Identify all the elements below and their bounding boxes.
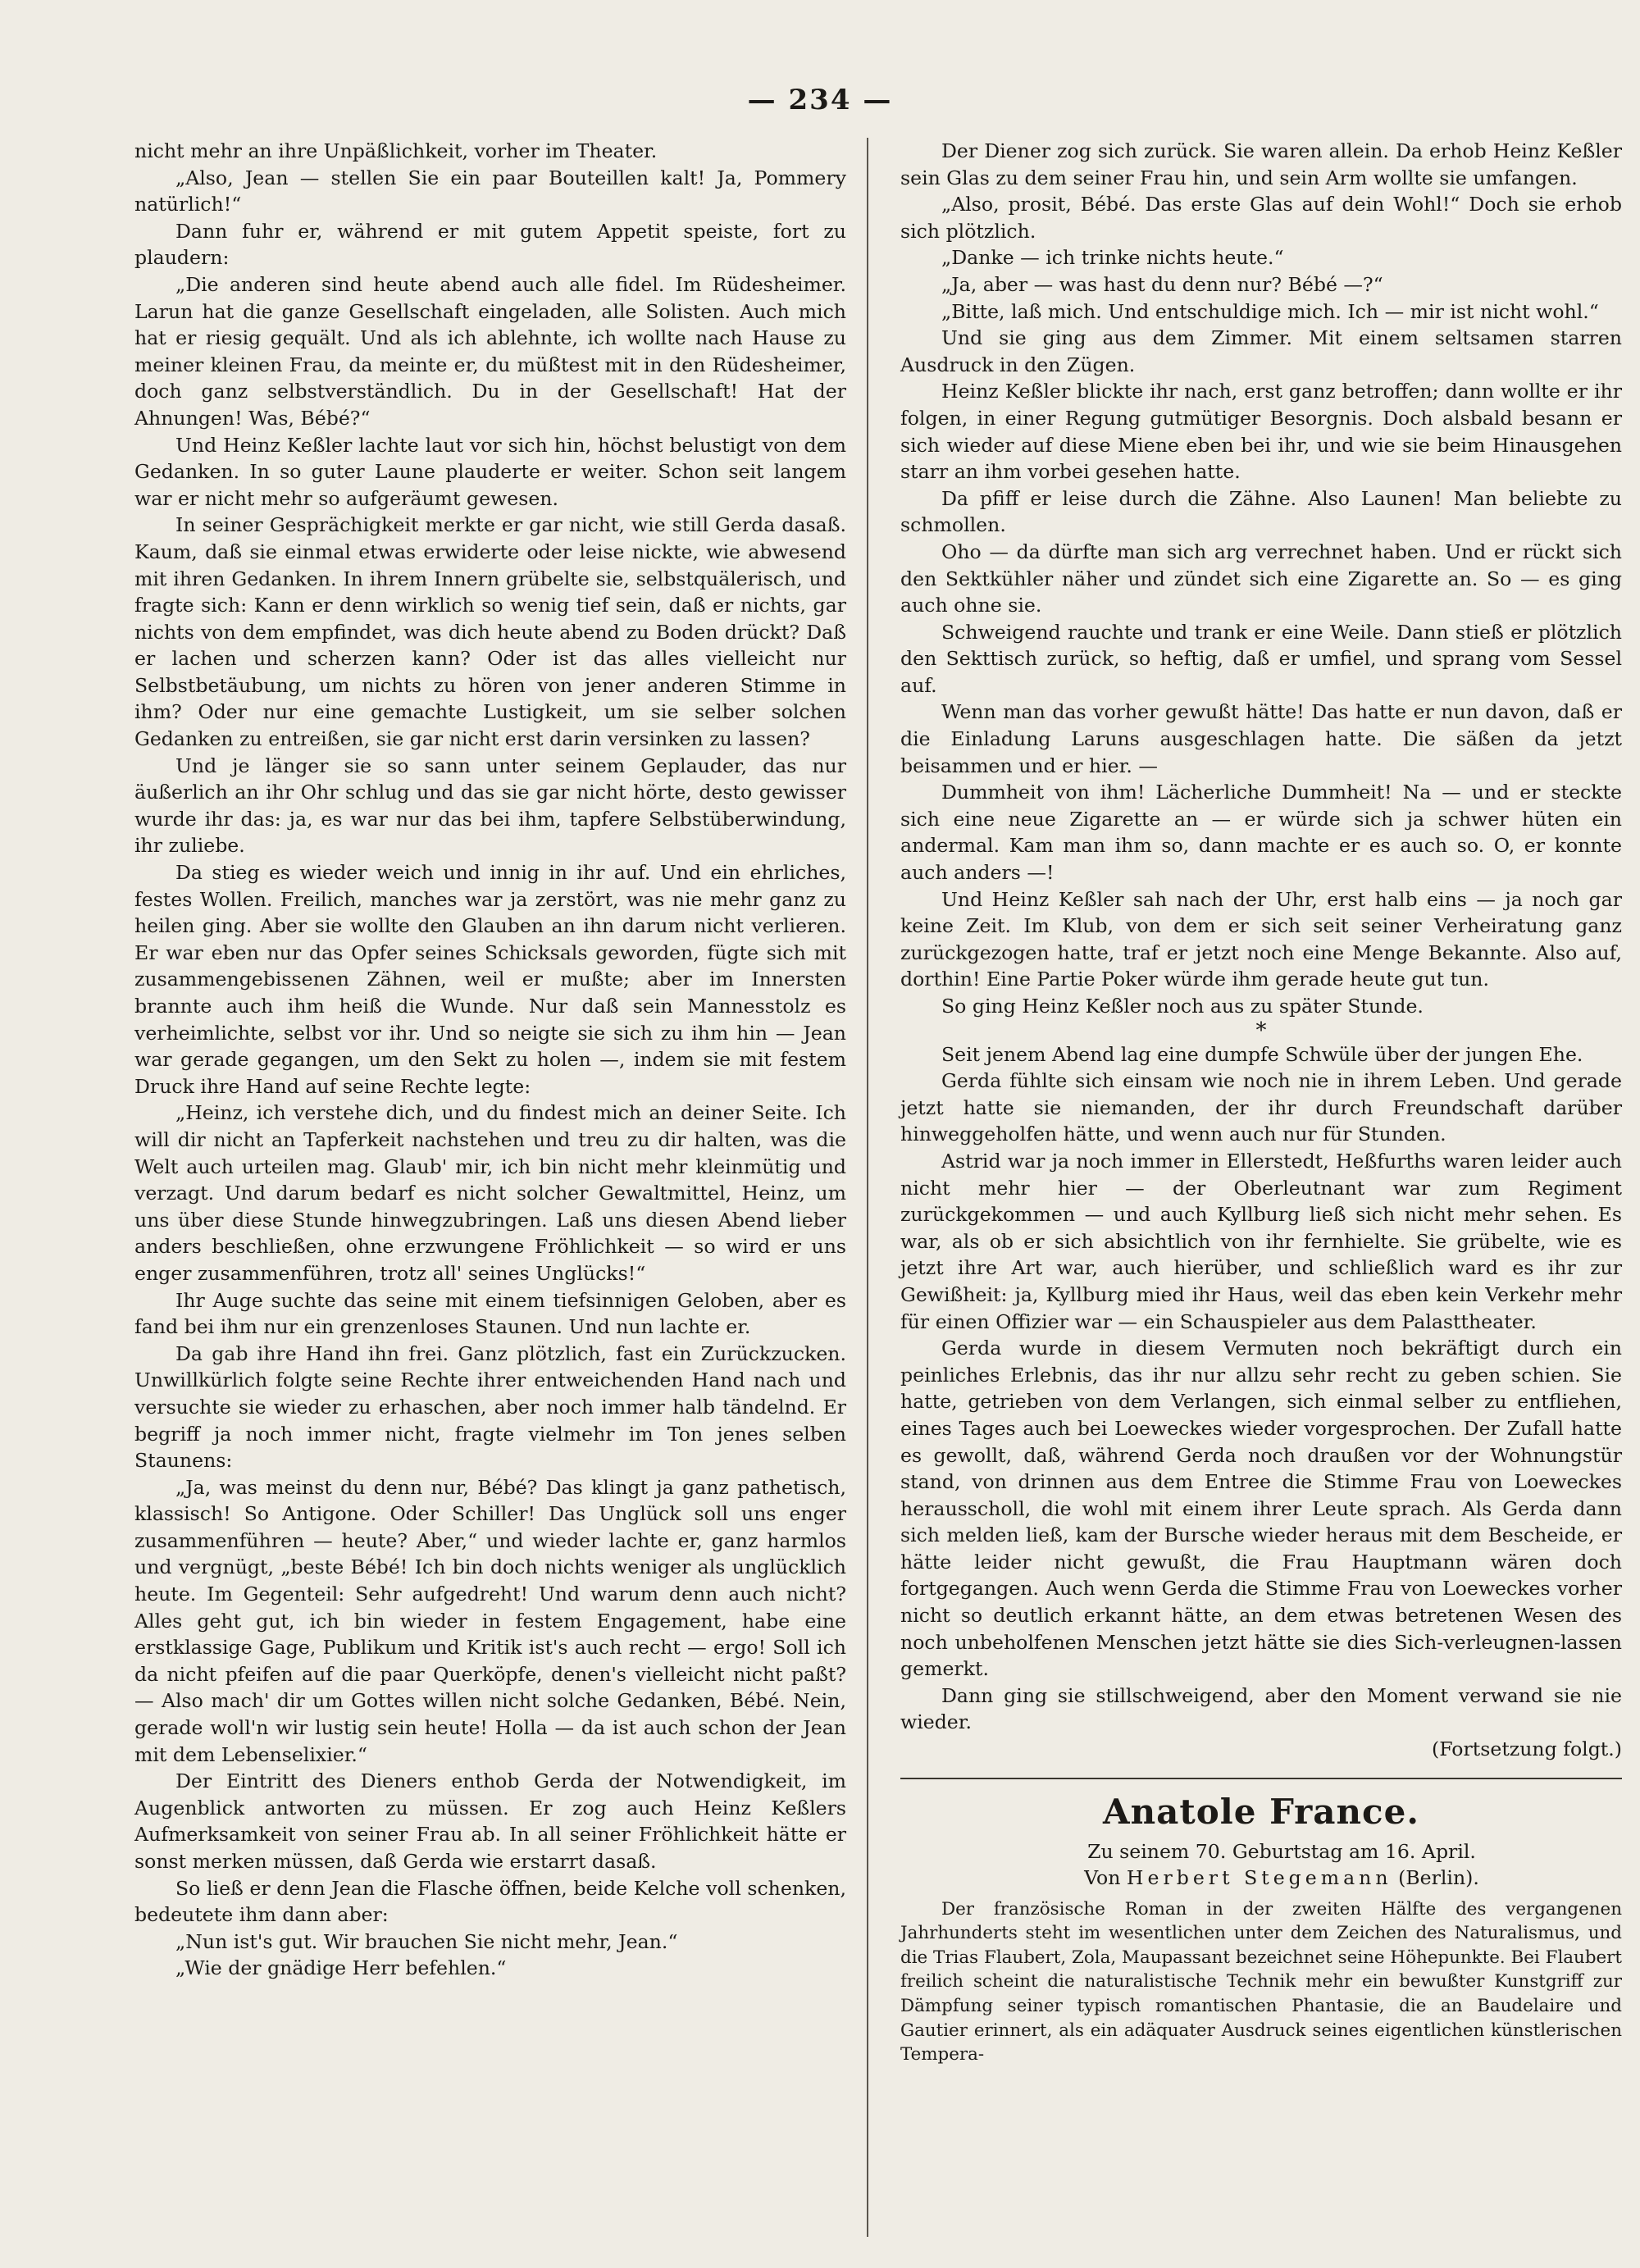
paragraph: Da gab ihre Hand ihn frei. Ganz plötzlich, fast ein Zurückzucken. Unwillkürlich folgte seine Rechte ihrer entweichenden Hand nach und versuchte sie wieder zu erhaschen, aber noch immer halb tändelnd. Er begriff ja noch immer nicht, fragte vielmehr im Ton jenes selben Staunens:: [134, 1341, 846, 1473]
paragraph: Und Heinz Keßler lachte laut vor sich hin, höchst belustigt von dem Gedanken. In so guter Laune plauderte er weiter. Schon seit langem war er nicht mehr so aufgeräumt gewesen.: [134, 433, 846, 510]
paragraph: Seit jenem Abend lag eine dumpfe Schwüle über der jungen Ehe.: [941, 1042, 1583, 1066]
paragraph: „Heinz, ich verstehe dich, und du findest mich an deiner Seite. Ich will dir nicht an Tapferkeit nachstehen und treu zu dir halten, was die Welt auch urteilen mag. Glaub' mir, ich bin nicht mehr kleinmütig und verzagt. Und darum bedarf es nicht solcher Gewaltmittel, Heinz, um uns über diese Stunde hinwegzubringen. Laß uns diesen Abend lieber anders beschließen, ohne erzwungene Fröhlichkeit — so wird er uns enger zusammenführen, trotz all' seines Unglücks!“: [134, 1101, 846, 1285]
paragraph: Gerda fühlte sich einsam wie noch nie in ihrem Leben. Und gerade jetzt hatte sie niemanden, der ihr durch Freundschaft darüber hinweggeholfen hätte, und wenn auch nur für Stunden.: [900, 1069, 1622, 1146]
article-title: Anatole France.: [1103, 1791, 1419, 1832]
paragraph: So ging Heinz Keßler noch aus zu später Stunde.: [941, 995, 1424, 1018]
paragraph: Und Heinz Keßler sah nach der Uhr, erst halb eins — ja noch gar keine Zeit. Im Klub, von dem er sich seit seiner Verheiratung ganz zurückgezogen hatte, traf er jetzt noch eine Menge Bekannte. Also auf, dorthin! Eine Partie Poker würde ihm gerade heute gut tun.: [900, 887, 1622, 991]
paragraph: Der Eintritt des Dieners enthob Gerda der Notwendigkeit, im Augenblick antworten zu müssen. Er zog auch Heinz Keßlers Aufmerksamkeit von seiner Frau ab. In all seiner Fröhlichkeit hätte er sonst merken müssen, daß Gerda wie erstarrt dasaß.: [134, 1769, 846, 1873]
paragraph: Und je länger sie so sann unter seinem Geplauder, das nur äußerlich an ihr Ohr schlug und das sie gar nicht hörte, desto gewisser wurde ihr das: ja, es war nur das bei ihm, tapfere Selbstüberwindung, ihr zuliebe.: [134, 754, 846, 858]
article-rule: [900, 1778, 1622, 1779]
paragraph: „Also, prosit, Bébé. Das erste Glas auf dein Wohl!“ Doch sie erhob sich plötzlich.: [900, 193, 1622, 243]
right-column: [900, 138, 1622, 2067]
paragraph: Dann fuhr er, während er mit gutem Appetit speiste, fort zu plaudern:: [134, 219, 846, 270]
paragraph: „Wie der gnädige Herr befehlen.“: [175, 1956, 507, 1980]
paragraph: „Nun ist's gut. Wir brauchen Sie nicht mehr, Jean.“: [175, 1929, 678, 1953]
paragraph: Der französische Roman in der zweiten Hälfte des vergangenen Jahrhunderts steht im wesentlichen unter dem Zeichen des Naturalismus, und die Trias Flaubert, Zola, Maupassant bezeichnet seine Höhepunkte. Bei Flaubert freilich scheint die naturalistische Technik mehr ein bewußter Kunstgriff zur Dämpfung seiner typisch romantischen Phantasie, die an Baudelaire und Gautier erinnert, als ein adäquater Ausdruck seines eigentlichen künstlerischen Tempera-: [900, 1898, 1622, 2065]
paragraph: Astrid war ja noch immer in Ellerstedt, Heßfurths waren leider auch nicht mehr hier — der Oberleutnant war zum Regiment zurückgekommen — und auch Kyllburg ließ sich nicht mehr sehen. Es war, als ob er sich absichtlich von ihr fernhielte. Sie grübelte, wie es jetzt ihre Art war, auch hierüber, und schließlich ward es ihr zur Gewißheit: ja, Kyllburg mied ihr Haus, weil das eben kein Verkehr mehr für einen Offizier war — ein Schauspieler aus dem Palasttheater.: [900, 1149, 1622, 1333]
paragraph: „Ja, was meinst du denn nur, Bébé? Das klingt ja ganz pathetisch, klassisch! So Antigone. Oder Schiller! Das Unglück soll uns enger zusammenführen — heute? Aber,“ und wieder lachte er, ganz harmlos und vergnügt, „beste Bébé! Ich bin doch nichts weniger als unglücklich heute. Im Gegenteil: Sehr aufgedreht! Und warum denn auch nicht? Alles geht gut, ich bin wieder in festem Engagement, habe eine erstklassige Gage, Publikum und Kritik ist's auch recht — ergo! Soll ich da nicht pfeifen auf die paar Querköpfe, denen's vielleicht nicht paßt? — Also mach' dir um Gottes willen nicht solche Gedanken, Bébé. Nein, gerade woll'n wir lustig sein heute! Holla — da ist auch schon der Jean mit dem Lebenselixier.“: [134, 1475, 846, 1766]
author-name: Herbert Stegemann: [1126, 1865, 1392, 1889]
article-body: [900, 1897, 1622, 2067]
paragraph: Ihr Auge suchte das seine mit einem tiefsinnigen Geloben, aber es fand bei ihm nur ein grenzenloses Staunen. Und nun lachte er.: [134, 1288, 846, 1339]
paragraph: „Danke — ich trinke nichts heute.“: [941, 246, 1284, 270]
article-author: [900, 1865, 1622, 1891]
paragraph: „Also, Jean — stellen Sie ein paar Bouteillen kalt! Ja, Pommery natürlich!“: [134, 166, 846, 216]
article-subtitle: Zu seinem 70. Geburtstag am 16. April.: [1087, 1839, 1476, 1863]
author-prefix: Von: [1084, 1865, 1127, 1889]
left-column: [134, 138, 846, 1982]
paragraph: Da stieg es wieder weich und innig in ihr auf. Und ein ehrliches, festes Wollen. Freilich, manches war ja zerstört, was nie mehr ganz zu heilen ging. Aber sie wollte den Glauben an ihn darum nicht verlieren. Er war eben nur das Opfer seines Schicksals geworden, fügte sich mit zusammengebissenen Zähnen, weil er mußte; aber im Innersten brannte auch ihm heiß die Wunde. Nur daß sein Mannesstolz es verheimlichte, selbst vor ihr. Und so neigte sie sich zu ihm hin — Jean war gerade gegangen, um den Sekt zu holen —, indem sie mit festem Druck ihre Hand auf seine Rechte legte:: [134, 861, 846, 1098]
paragraph: Und sie ging aus dem Zimmer. Mit einem seltsamen starren Ausdruck in den Zügen.: [900, 326, 1622, 376]
column-divider: [867, 138, 868, 2237]
paragraph: Heinz Keßler blickte ihr nach, erst ganz betroffen; dann wollte er ihr folgen, in einer Regung gutmütiger Besorgnis. Doch alsbald besann er sich wieder auf diese Miene eben bei ihr, und wie sie beim Hinausgehen starr an ihm vorbei gesehen hatte.: [900, 380, 1622, 484]
paragraph: Schweigend rauchte und trank er eine Weile. Dann stieß er plötzlich den Sekttisch zurück, so heftig, daß er umfiel, und sprang vom Sessel auf.: [900, 620, 1622, 697]
paragraph: nicht mehr an ihre Unpäßlichkeit, vorher im Theater.: [134, 139, 658, 162]
paragraph: Da pfiff er leise durch die Zähne. Also Launen! Man beliebte zu schmollen.: [900, 486, 1622, 537]
paragraph: Der Diener zog sich zurück. Sie waren allein. Da erhob Heinz Keßler sein Glas zu dem seiner Frau hin, und sein Arm wollte sie umfangen.: [900, 139, 1622, 189]
page-number: — 234 —: [747, 84, 893, 116]
paragraph: „Die anderen sind heute abend auch alle fidel. Im Rüdesheimer. Larun hat die ganze Gesellschaft eingeladen, alle Solisten. Auch mich hat er riesig gequält. Und als ich ablehnte, ich wollte nach Hause zu meiner kleinen Frau, da meinte er, du müßtest mit in den Rüdesheimer, doch ganz selbstverständlich. Du in der Gesellschaft! Hat der Ahnungen! Was, Bébé?“: [134, 272, 846, 430]
paragraph: Gerda wurde in diesem Vermuten noch bekräftigt durch ein peinliches Erlebnis, das ihr nur allzu sehr recht zu geben schien. Sie hatte, getrieben von dem Verlangen, sich einmal selber zu entfliehen, eines Tages auch bei Loeweckes wieder vorgesprochen. Der Zufall hatte es gewollt, daß, während Gerda noch draußen vor der Wohnungstür stand, von drinnen aus dem Entree die Stimme Frau von Loeweckes herausscholl, die wohl mit einem ihrer Leute sprach. Als Gerda dann sich melden ließ, kam der Bursche wieder heraus mit dem Bescheide, er hätte leider nicht gewußt, die Frau Hauptmann wären doch fortgegangen. Auch wenn Gerda die Stimme Frau von Loeweckes vorher nicht so deutlich erkannt hätte, an dem etwas betretenen Wesen des noch unbeholfenen Menschen jetzt hätte sie dies Sich-verleugnen-lassen gemerkt.: [900, 1337, 1622, 1681]
author-suffix: (Berlin).: [1392, 1865, 1479, 1889]
paragraph: Dann ging sie stillschweigend, aber den Moment verwand sie nie wieder.: [900, 1683, 1622, 1734]
section-separator-star: *: [1255, 1018, 1267, 1043]
paragraph: Dummheit von ihm! Lächerliche Dummheit! Na — und er steckte sich eine neue Zigarette an — er würde sich ja schwer hüten ein andermal. Kam man ihm so, dann machte er es auch so. O, er konnte auch anders —!: [900, 781, 1622, 885]
paragraph: Oho — da dürfte man sich arg verrechnet haben. Und er rückt sich den Sektkühler näher und zündet sich eine Zigarette an. So — es ging auch ohne sie.: [900, 540, 1622, 617]
paragraph: In seiner Gesprächigkeit merkte er gar nicht, wie still Gerda dasaß. Kaum, daß sie einmal etwas erwiderte oder leise nickte, wie abwesend mit ihren Gedanken. In ihrem Innern grübelte sie, selbstquälerisch, und fragte sich: Kann er denn wirklich so wenig tief sein, daß er nichts, gar nichts von dem empfindet, was dich heute abend zu Boden drückt? Daß er lachen und scherzen kann? Oder ist das alles vielleicht nur Selbstbetäubung, um nichts zu hören von jener anderen Stimme in ihm? Oder nur eine gemachte Lustigkeit, um sie selber solchen Gedanken zu entreißen, sie gar nicht erst darin versinken zu lassen?: [134, 513, 846, 751]
paragraph: „Ja, aber — was hast du denn nur? Bébé —?“: [941, 272, 1383, 296]
paragraph: „Bitte, laß mich. Und entschuldige mich. Ich — mir ist nicht wohl.“: [941, 299, 1599, 323]
paragraph: Wenn man das vorher gewußt hätte! Das hatte er nun davon, daß er die Einladung Laruns ausgeschlagen hatte. Die säßen da jetzt beisammen und er hier. —: [900, 700, 1622, 777]
paragraph: So ließ er denn Jean die Flasche öffnen, beide Kelche voll schenken, bedeutete ihm dann aber:: [134, 1876, 846, 1927]
continuation-note: (Fortsetzung folgt.): [1432, 1737, 1622, 1761]
